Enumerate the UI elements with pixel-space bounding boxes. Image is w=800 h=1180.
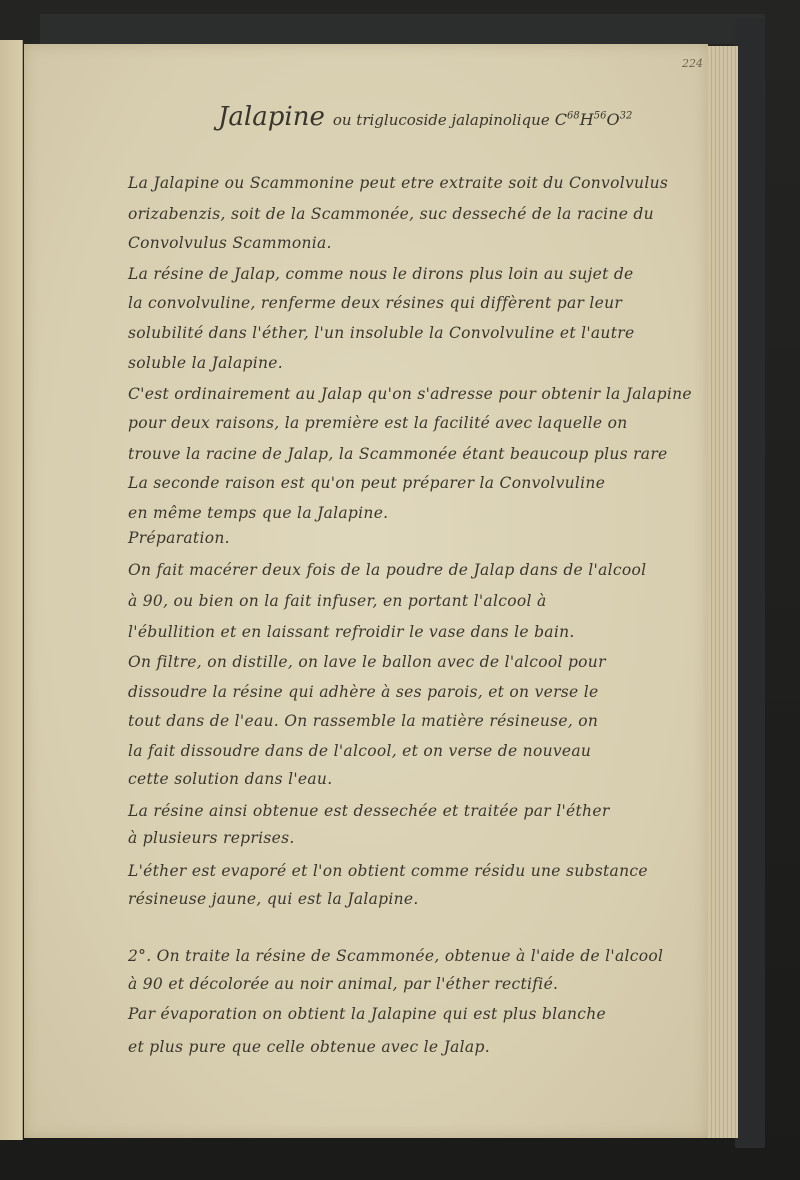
text-line: La seconde raison est qu'on peut préparer la Convolvuline — [128, 474, 606, 492]
chemical-formula: $C^{68}H^{56}O^{32}$ — [554, 110, 633, 129]
text-line: à 90, ou bien on la fait infuser, en portant l'alcool à — [128, 592, 547, 610]
book-cover-top — [40, 14, 765, 44]
text-line: la convolvuline, renferme deux résines qui diffèrent par leur — [128, 294, 623, 312]
text-line: On fait macérer deux fois de la poudre de Jalap dans de l'alcool — [128, 561, 647, 579]
text-line: La résine de Jalap, comme nous le dirons plus loin au sujet de — [128, 265, 634, 283]
text-line: Convolvulus Scammonia. — [128, 234, 332, 252]
text-line: La Jalapine ou Scammonine peut etre extraite soit du Convolvulus — [128, 174, 669, 192]
text-line: à plusieurs reprises. — [128, 829, 295, 847]
text-line: Par évaporation on obtient la Jalapine qui est plus blanche — [128, 1005, 606, 1023]
text-line: la fait dissoudre dans de l'alcool, et on verse de nouveau — [128, 742, 592, 760]
page-title — [218, 102, 688, 132]
facing-page-edge — [0, 40, 23, 1140]
text-line: solubilité dans l'éther, l'un insoluble la Convolvuline et l'autre — [128, 324, 635, 342]
text-line: cette solution dans l'eau. — [128, 770, 333, 788]
section-heading-preparation: Préparation. — [128, 529, 230, 547]
text-line: à 90 et décolorée au noir animal, par l'éther rectifié. — [128, 975, 559, 993]
title-rest: ou triglucoside jalapinolique — [332, 111, 550, 129]
text-line: trouve la racine de Jalap, la Scammonée étant beaucoup plus rare — [128, 445, 668, 463]
text-line: L'éther est evaporé et l'on obtient comme résidu une substance — [128, 862, 648, 880]
text-line: pour deux raisons, la première est la facilité avec laquelle on — [128, 414, 628, 432]
title-main: Jalapine — [218, 102, 325, 132]
text-line: orizabenzis, soit de la Scammonée, suc desseché de la racine du — [128, 205, 654, 223]
text-line: soluble la Jalapine. — [128, 354, 283, 372]
folio-number: 224 — [682, 57, 703, 70]
text-line: On filtre, on distille, on lave le ballon avec de l'alcool pour — [128, 653, 606, 671]
text-line: C'est ordinairement au Jalap qu'on s'adresse pour obtenir la Jalapine — [128, 385, 692, 403]
text-line: La résine ainsi obtenue est dessechée et traitée par l'éther — [128, 802, 610, 820]
text-line: tout dans de l'eau. On rassemble la matière résineuse, on — [128, 712, 599, 730]
text-line: dissoudre la résine qui adhère à ses parois, et on verse le — [128, 683, 599, 701]
text-line: résineuse jaune, qui est la Jalapine. — [128, 890, 419, 908]
text-line: l'ébullition et en laissant refroidir le vase dans le bain. — [128, 623, 575, 641]
text-line: 2°. On traite la résine de Scammonée, obtenue à l'aide de l'alcool — [128, 947, 664, 965]
book-cover-right — [735, 18, 765, 1148]
text-line: en même temps que la Jalapine. — [128, 504, 389, 522]
text-line: et plus pure que celle obtenue avec le Jalap. — [128, 1038, 490, 1056]
